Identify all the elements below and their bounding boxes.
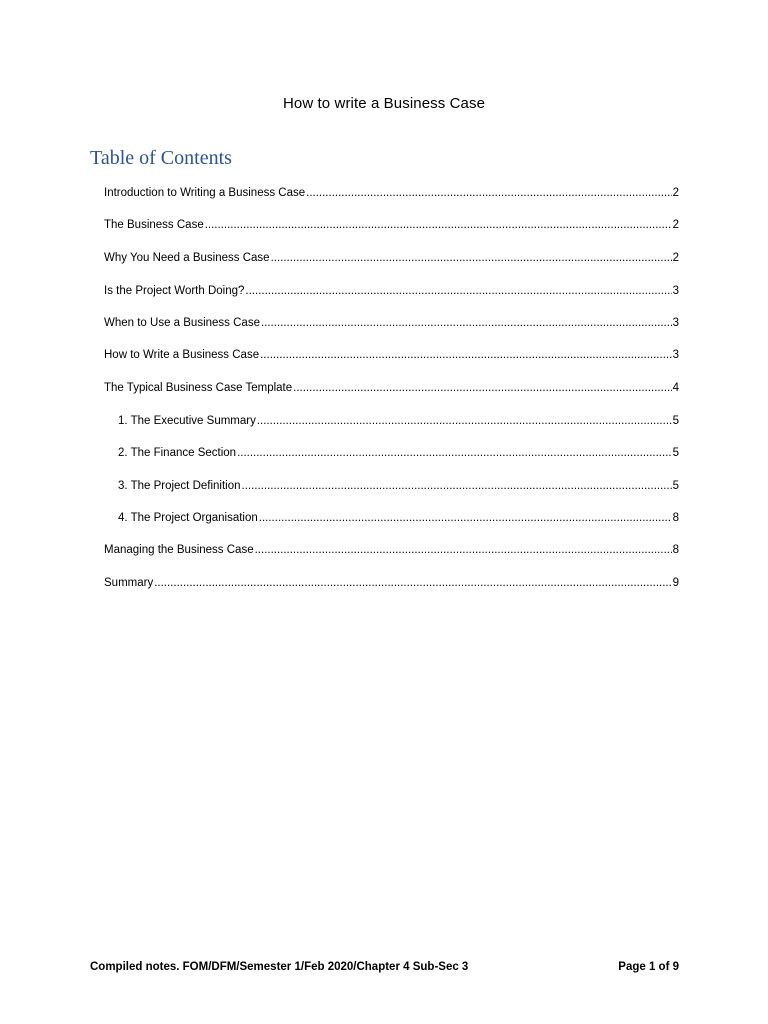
- toc-entry-page: 3: [672, 317, 679, 329]
- toc-entry-page: 4: [672, 382, 679, 394]
- toc-entry-summary[interactable]: [104, 575, 679, 591]
- toc-entry-when-to-use[interactable]: [104, 315, 679, 331]
- dot-leader: [255, 542, 672, 558]
- toc-entry-page: 9: [672, 577, 679, 589]
- toc-entry-page: 8: [672, 512, 679, 524]
- dot-leader: [293, 380, 671, 396]
- dot-leader: [245, 283, 671, 299]
- toc-entry-label: Summary: [104, 577, 154, 589]
- toc-entry-label: When to Use a Business Case: [104, 317, 260, 329]
- toc-entry-page: 5: [672, 447, 679, 459]
- dot-leader: [260, 347, 671, 363]
- dot-leader: [261, 315, 672, 331]
- toc-entry-worth-doing[interactable]: [104, 283, 679, 299]
- toc-heading: Table of Contents: [90, 147, 232, 169]
- dot-leader: [154, 575, 671, 591]
- toc-entry-page: 2: [672, 252, 679, 264]
- toc-entry-label: 2. The Finance Section: [118, 447, 237, 459]
- toc-entry-why-you-need[interactable]: [104, 250, 679, 266]
- toc-entry-page: 3: [672, 285, 679, 297]
- dot-leader: [271, 250, 672, 266]
- toc-entry-page: 8: [672, 544, 679, 556]
- dot-leader: [259, 510, 672, 526]
- toc-entry-label: Introduction to Writing a Business Case: [104, 187, 306, 199]
- toc-entry-label: 3. The Project Definition: [118, 480, 241, 492]
- toc-entry-label: 4. The Project Organisation: [118, 512, 258, 524]
- toc-entry-project-definition[interactable]: [118, 478, 679, 494]
- dot-leader: [237, 445, 672, 461]
- toc-entry-template[interactable]: [104, 380, 679, 396]
- dot-leader: [205, 217, 672, 233]
- toc-entry-label: How to Write a Business Case: [104, 349, 260, 361]
- toc-entry-page: 2: [672, 187, 679, 199]
- footer-page-number: Page 1 of 9: [618, 961, 679, 973]
- document-title: How to write a Business Case: [282, 95, 486, 112]
- dot-leader: [257, 413, 672, 429]
- toc-entry-label: The Business Case: [104, 219, 204, 231]
- toc-entry-label: Managing the Business Case: [104, 544, 254, 556]
- toc-entry-managing[interactable]: [104, 542, 679, 558]
- toc-entry-label: Why You Need a Business Case: [104, 252, 270, 264]
- toc-entry-page: 5: [672, 415, 679, 427]
- toc-entry-project-organisation[interactable]: [118, 510, 679, 526]
- toc-entry-finance-section[interactable]: [118, 445, 679, 461]
- toc-entry-label: Is the Project Worth Doing?: [104, 285, 245, 297]
- toc-entry-label: 1. The Executive Summary: [118, 415, 256, 427]
- toc-entry-page: 2: [672, 219, 679, 231]
- dot-leader: [242, 478, 672, 494]
- toc-entry-label: The Typical Business Case Template: [104, 382, 293, 394]
- toc-entry-page: 5: [672, 480, 679, 492]
- footer-compiled-notes: Compiled notes. FOM/DFM/Semester 1/Feb 2020/Chapter 4 Sub-Sec 3: [90, 961, 469, 973]
- toc-entry-introduction[interactable]: [104, 185, 679, 201]
- toc-entry-executive-summary[interactable]: [118, 413, 679, 429]
- toc-entry-the-business-case[interactable]: [104, 217, 679, 233]
- toc-entry-how-to-write[interactable]: [104, 347, 679, 363]
- toc-entry-page: 3: [672, 349, 679, 361]
- page-footer: [90, 961, 679, 973]
- dot-leader: [306, 185, 671, 201]
